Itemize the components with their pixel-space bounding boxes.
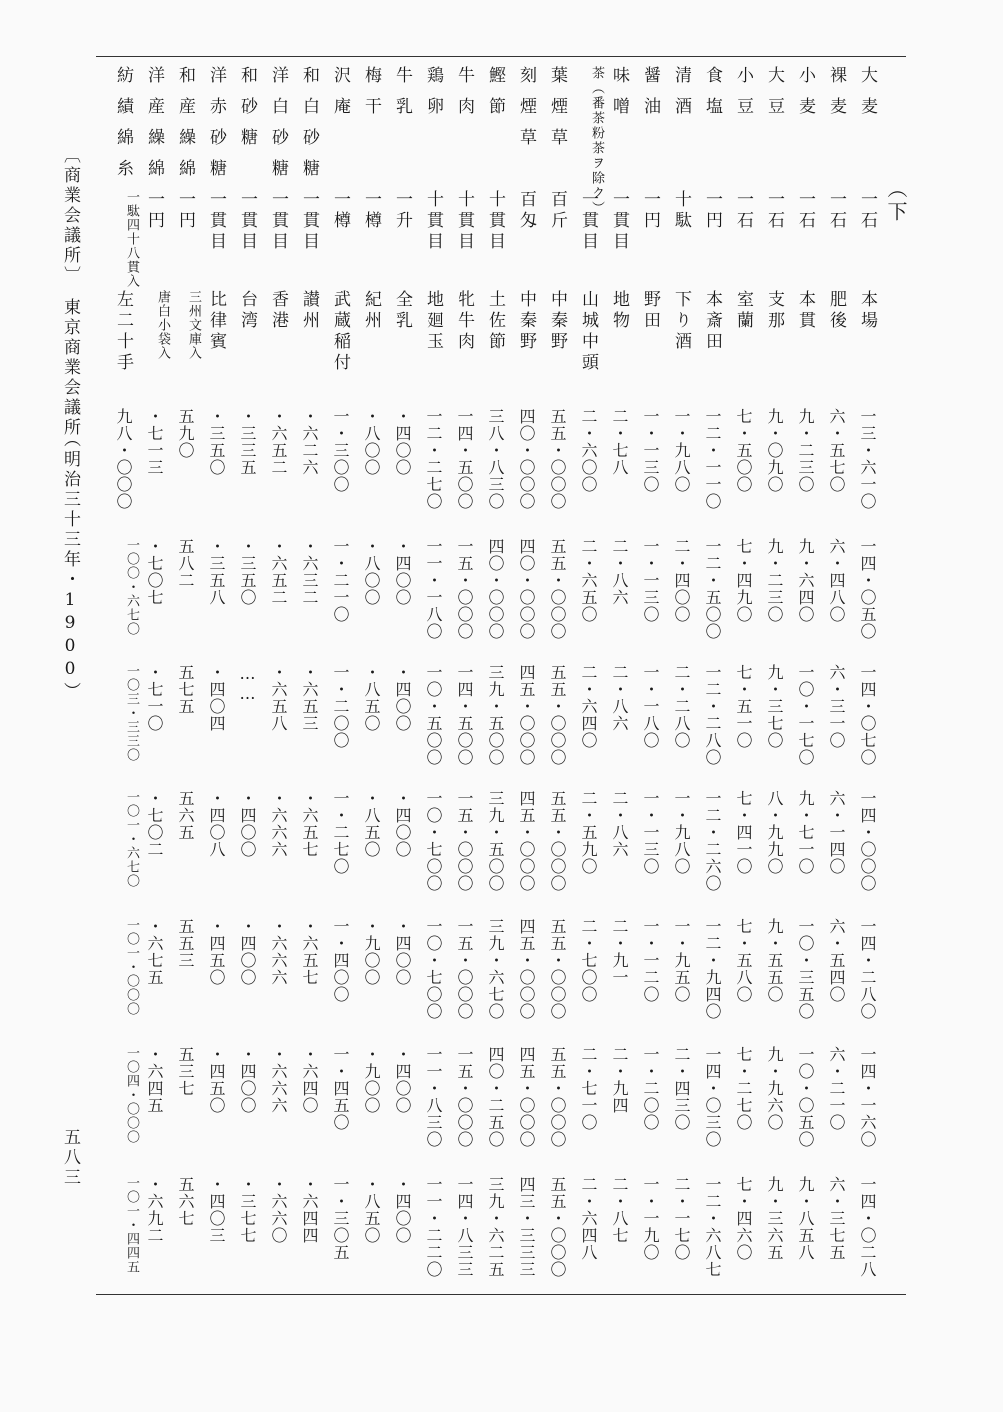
price-value: 一四・二八〇 <box>858 918 877 1020</box>
price-value: 二・四三〇 <box>672 1046 691 1131</box>
price-value: 一・九五〇 <box>672 918 691 1003</box>
commodity-column <box>631 0 667 1412</box>
origin: 野田 <box>640 290 660 332</box>
commodity-column <box>197 0 233 1412</box>
commodity-name: 和白砂糖 <box>299 66 319 190</box>
price-value: 一・三〇五 <box>331 1176 350 1261</box>
price-value: ・四〇〇 <box>393 1046 412 1114</box>
origin: 肥後 <box>826 290 846 332</box>
commodity-column <box>228 0 264 1412</box>
price-value: ・四〇〇 <box>238 918 257 986</box>
price-value: 九・二三〇 <box>765 538 784 623</box>
price-value: 一五・〇〇〇 <box>455 918 474 1020</box>
unit: 百匁 <box>516 190 536 232</box>
commodity-name: 洋白砂糖 <box>268 66 288 190</box>
origin: 山城中頭 <box>578 290 598 374</box>
price-value: 三九・五〇〇 <box>486 790 505 892</box>
unit: 一樽 <box>330 190 350 232</box>
price-value: ・六五二 <box>269 538 288 606</box>
commodity-column <box>600 0 636 1412</box>
price-value: 六・五七〇 <box>827 408 846 493</box>
price-value: 一一・二二〇 <box>424 1176 443 1278</box>
origin: 中秦野 <box>516 290 536 353</box>
price-value: 一〇一・〇〇〇 <box>124 918 139 1016</box>
price-value: 九・七一〇 <box>796 790 815 875</box>
price-value: 五六五 <box>176 790 195 841</box>
price-value: 一〇・七〇〇 <box>424 790 443 892</box>
price-value: 五五三 <box>176 918 195 969</box>
price-value: 一〇・一七〇 <box>796 664 815 766</box>
price-value: ・七〇七 <box>145 538 164 606</box>
price-value: ・八〇〇 <box>362 408 381 476</box>
price-value: 五五・〇〇〇 <box>548 664 567 766</box>
price-value: 一〇〇・六七〇 <box>124 538 139 636</box>
price-value: 六・二一〇 <box>827 1046 846 1131</box>
price-value: ・七一三 <box>145 408 164 476</box>
price-value: 五五・〇〇〇 <box>548 408 567 510</box>
price-value: 一・九八〇 <box>672 408 691 493</box>
price-value: 二・七八 <box>610 408 629 476</box>
commodity-name: 醤油 <box>640 66 660 128</box>
price-value: 一〇・五〇〇 <box>424 664 443 766</box>
page-number: 五八三 <box>60 1128 80 1188</box>
commodity-name: 鶏卵 <box>423 66 443 128</box>
publication-date: （明治三十三年・1900） <box>60 430 80 702</box>
price-value: ・六五七 <box>300 918 319 986</box>
price-value: ・四〇八 <box>207 790 226 858</box>
price-value: 一四・五〇〇 <box>455 664 474 766</box>
price-value: 一・二〇〇 <box>331 664 350 749</box>
price-value: ・九〇〇 <box>362 1046 381 1114</box>
price-value: ・六二六 <box>300 408 319 476</box>
price-value: 五五・〇〇〇 <box>548 1176 567 1278</box>
price-value: ・六六六 <box>269 790 288 858</box>
price-value: 二・八六 <box>610 538 629 606</box>
origin: 左二十手 <box>113 290 133 374</box>
price-value: ・六四四 <box>300 1176 319 1244</box>
source-bracket: 〔商業会議所〕 <box>60 146 80 286</box>
price-value: 一・二〇〇 <box>641 1046 660 1131</box>
price-value: 一二・一一〇 <box>703 408 722 510</box>
price-value: ・六四〇 <box>300 1046 319 1114</box>
origin: 支那 <box>764 290 784 332</box>
price-value: ・六六六 <box>269 1046 288 1114</box>
unit: 一貫目 <box>609 190 629 253</box>
price-value: 一四・〇五〇 <box>858 538 877 640</box>
commodity-name: 小豆 <box>733 66 753 128</box>
origin: 地廻玉 <box>423 290 443 353</box>
price-value: ・四〇四 <box>207 664 226 732</box>
price-value: 四五・〇〇〇 <box>517 1046 536 1148</box>
commodity-name: 裸麦 <box>826 66 846 128</box>
price-value: ・六六〇 <box>269 1176 288 1244</box>
commodity-column <box>259 0 295 1412</box>
commodity-column <box>414 0 450 1412</box>
price-value: 七・二七〇 <box>734 1046 753 1131</box>
origin: 本場 <box>857 290 877 332</box>
commodity-name: 大豆 <box>764 66 784 128</box>
price-value: 六・三七五 <box>827 1176 846 1261</box>
commodity-name: 鰹節 <box>485 66 505 128</box>
price-value: ・三七七 <box>238 1176 257 1244</box>
price-value: 九・三六五 <box>765 1176 784 1261</box>
commodity-column <box>786 0 822 1412</box>
price-value: ・四〇〇 <box>393 918 412 986</box>
origin: 三州文庫入 <box>186 290 201 360</box>
price-value: 一〇三・三三〇 <box>124 664 139 762</box>
origin: 牝牛肉 <box>454 290 474 353</box>
commodity-column <box>321 0 357 1412</box>
price-value: 一〇一・六七〇 <box>124 790 139 888</box>
origin: 本貫 <box>795 290 815 332</box>
commodity-column <box>290 0 326 1412</box>
price-value: 五五・〇〇〇 <box>548 918 567 1020</box>
price-value: 一一・一八〇 <box>424 538 443 640</box>
price-value: 一・二七〇 <box>331 790 350 875</box>
unit: 一貫目 <box>578 190 598 253</box>
price-value: ・三五〇 <box>238 538 257 606</box>
price-value: ・六六六 <box>269 918 288 986</box>
price-value: 二・六〇〇 <box>579 408 598 493</box>
price-value: 一五・〇〇〇 <box>455 538 474 640</box>
price-value: 一二・二七〇 <box>424 408 443 510</box>
commodity-column <box>166 0 202 1412</box>
commodity-name: 食塩 <box>702 66 722 128</box>
commodity-name: 紡績綿糸 <box>113 66 133 190</box>
price-value: 四〇・〇〇〇 <box>517 408 536 510</box>
origin: 地物 <box>609 290 629 332</box>
origin: 唐白小袋入 <box>155 290 170 360</box>
price-value: …… <box>238 664 257 704</box>
price-value: ・四五〇 <box>207 1046 226 1114</box>
price-value: 六・三一〇 <box>827 664 846 749</box>
price-value: 四五・〇〇〇 <box>517 918 536 1020</box>
price-value: 七・五一〇 <box>734 664 753 749</box>
unit: 一円 <box>175 190 195 232</box>
price-value: 五九〇 <box>176 408 195 459</box>
commodity-column <box>755 0 791 1412</box>
commodity-column <box>538 0 574 1412</box>
unit: 一石 <box>733 190 753 232</box>
price-value: 一二・二六〇 <box>703 790 722 892</box>
price-value: 一四・一六〇 <box>858 1046 877 1148</box>
price-value: 一〇・三五〇 <box>796 918 815 1020</box>
price-value: ・六五二 <box>269 408 288 476</box>
price-value: ・四〇〇 <box>393 538 412 606</box>
price-value: 二・七〇〇 <box>579 918 598 1003</box>
unit: 一石 <box>764 190 784 232</box>
price-value: 二・六四八 <box>579 1176 598 1261</box>
commodity-name: 大麦 <box>857 66 877 128</box>
origin: 中秦野 <box>547 290 567 353</box>
price-value: 一四・〇三〇 <box>703 1046 722 1148</box>
unit: 一駄四十八貫入 <box>124 190 139 288</box>
commodity-column <box>445 0 481 1412</box>
price-value: 六・四八〇 <box>827 538 846 623</box>
origin: 全乳 <box>392 290 412 332</box>
price-value: ・六七五 <box>145 918 164 986</box>
unit: 一円 <box>702 190 722 232</box>
price-value: ・三五八 <box>207 538 226 606</box>
price-value: 一・一九〇 <box>641 1176 660 1261</box>
price-value: 九・八五八 <box>796 1176 815 1261</box>
commodity-name: 牛乳 <box>392 66 412 128</box>
price-value: 七・四一〇 <box>734 790 753 875</box>
price-value: 九・六四〇 <box>796 538 815 623</box>
price-value: 三九・六二五 <box>486 1176 505 1278</box>
unit: 一石 <box>857 190 877 232</box>
price-value: 二・七一〇 <box>579 1046 598 1131</box>
price-value: 二・八七 <box>610 1176 629 1244</box>
price-value: 二・九一 <box>610 918 629 986</box>
price-value: 二・九四 <box>610 1046 629 1114</box>
unit: 十貫目 <box>485 190 505 253</box>
origin: 紀州 <box>361 290 381 332</box>
price-value: 一〇一・四四五 <box>124 1176 139 1274</box>
price-value: 一・一三〇 <box>641 538 660 623</box>
price-value: 二・八六 <box>610 790 629 858</box>
commodity-name: 葉煙草 <box>547 66 567 159</box>
price-value: 四〇・〇〇〇 <box>486 538 505 640</box>
origin: 台湾 <box>237 290 257 332</box>
origin: 下り酒 <box>671 290 691 353</box>
price-value: 九・〇九〇 <box>765 408 784 493</box>
unit: 一円 <box>144 190 164 232</box>
price-value: 一四・〇二八 <box>858 1176 877 1278</box>
price-value: ・六五七 <box>300 790 319 858</box>
commodity-column <box>135 0 171 1412</box>
price-value: 七・四九〇 <box>734 538 753 623</box>
price-value: ・六四五 <box>145 1046 164 1114</box>
price-value: 五五・〇〇〇 <box>548 1046 567 1148</box>
unit: 一石 <box>795 190 815 232</box>
commodity-name: 沢庵 <box>330 66 350 128</box>
price-value: 四〇・〇〇〇 <box>517 538 536 640</box>
commodity-name: 洋産繰綿 <box>144 66 164 190</box>
price-value: 七・四六〇 <box>734 1176 753 1261</box>
unit: 一貫目 <box>206 190 226 253</box>
commodity-name: 和産繰綿 <box>175 66 195 190</box>
price-value: 一〇・〇五〇 <box>796 1046 815 1148</box>
price-value: 三九・五〇〇 <box>486 664 505 766</box>
price-value: ・四〇〇 <box>393 664 412 732</box>
price-value: 一・一二〇 <box>641 918 660 1003</box>
price-value: 五三七 <box>176 1046 195 1097</box>
price-value: 七・五〇〇 <box>734 408 753 493</box>
commodity-name: 茶（番茶粉茶ヲ除ク） <box>589 66 604 216</box>
unit: 百斤 <box>547 190 567 232</box>
price-value: 二・八六 <box>610 664 629 732</box>
price-value: 五五・〇〇〇 <box>548 538 567 640</box>
price-value: 四〇・二五〇 <box>486 1046 505 1148</box>
price-value: ・四〇〇 <box>393 790 412 858</box>
price-value: 一・一三〇 <box>641 790 660 875</box>
price-value: 二・六五〇 <box>579 538 598 623</box>
price-value: 一四・〇〇〇 <box>858 790 877 892</box>
price-value: 二・六四〇 <box>579 664 598 749</box>
price-value: ・四〇三 <box>207 1176 226 1244</box>
price-value: 一三・六一〇 <box>858 408 877 510</box>
commodity-column <box>352 0 388 1412</box>
unit: 一円 <box>640 190 660 232</box>
commodity-name: 刻煙草 <box>516 66 536 159</box>
price-value: ・八五〇 <box>362 664 381 732</box>
price-value: 一二・九四〇 <box>703 918 722 1020</box>
price-value: 四三・三三三 <box>517 1176 536 1278</box>
commodity-column <box>817 0 853 1412</box>
origin: 讃州 <box>299 290 319 332</box>
price-value: 一〇・七〇〇 <box>424 918 443 1020</box>
price-value: ・四〇〇 <box>238 790 257 858</box>
commodity-name: 牛肉 <box>454 66 474 128</box>
commodity-name: 梅干 <box>361 66 381 128</box>
price-value: 一二・五〇〇 <box>703 538 722 640</box>
price-value: ・六五三 <box>300 664 319 732</box>
commodity-column <box>724 0 760 1412</box>
commodity-column <box>662 0 698 1412</box>
price-value: 九・三七〇 <box>765 664 784 749</box>
unit: 一樽 <box>361 190 381 232</box>
price-value: 二・四〇〇 <box>672 538 691 623</box>
price-value: 七・五八〇 <box>734 918 753 1003</box>
price-value: 一・二一〇 <box>331 538 350 623</box>
price-value: 五五・〇〇〇 <box>548 790 567 892</box>
price-value: ・三三五 <box>238 408 257 476</box>
commodity-column <box>848 0 884 1412</box>
commodity-column <box>104 0 140 1412</box>
unit: 十貫目 <box>423 190 443 253</box>
price-value: 二・一七〇 <box>672 1176 691 1261</box>
price-value: 五八二 <box>176 538 195 589</box>
price-value: 一〇四・〇〇〇 <box>124 1046 139 1144</box>
price-value: ・四五〇 <box>207 918 226 986</box>
price-value: ・八五〇 <box>362 1176 381 1244</box>
header-mark: （下 <box>884 178 908 224</box>
price-value: ・六九二 <box>145 1176 164 1244</box>
commodity-column <box>383 0 419 1412</box>
unit: 一升 <box>392 190 412 232</box>
unit: 一石 <box>826 190 846 232</box>
unit: 一貫目 <box>237 190 257 253</box>
commodity-name: 小麦 <box>795 66 815 128</box>
price-value: 一一・八三〇 <box>424 1046 443 1148</box>
commodity-column <box>507 0 543 1412</box>
price-value: ・四〇〇 <box>238 1046 257 1114</box>
price-value: 六・一四〇 <box>827 790 846 875</box>
unit: 十貫目 <box>454 190 474 253</box>
commodity-name: 和砂糖 <box>237 66 257 159</box>
origin: 室蘭 <box>733 290 753 332</box>
price-value: 三九・六七〇 <box>486 918 505 1020</box>
origin: 武蔵稲付 <box>330 290 350 374</box>
origin: 本斎田 <box>702 290 722 353</box>
commodity-column <box>569 0 605 1412</box>
unit: 一貫目 <box>268 190 288 253</box>
price-value: 六・五四〇 <box>827 918 846 1003</box>
price-value: 一・一八〇 <box>641 664 660 749</box>
price-value: ・七〇二 <box>145 790 164 858</box>
commodity-column <box>476 0 512 1412</box>
price-value: 一・九八〇 <box>672 790 691 875</box>
price-value: 四五・〇〇〇 <box>517 664 536 766</box>
origin: 土佐節 <box>485 290 505 353</box>
price-value: 一・四〇〇 <box>331 918 350 1003</box>
price-value: 一・三〇〇 <box>331 408 350 493</box>
price-value: ・七一〇 <box>145 664 164 732</box>
price-value: 九・五五〇 <box>765 918 784 1003</box>
origin: 香港 <box>268 290 288 332</box>
price-value: 一五・〇〇〇 <box>455 790 474 892</box>
price-value: 八・九九〇 <box>765 790 784 875</box>
commodity-column <box>693 0 729 1412</box>
commodity-name: 清酒 <box>671 66 691 128</box>
price-value: ・九〇〇 <box>362 918 381 986</box>
price-value: 九・九六〇 <box>765 1046 784 1131</box>
price-value: 一・一三〇 <box>641 408 660 493</box>
price-value: ・四〇〇 <box>393 1176 412 1244</box>
price-value: ・六三二 <box>300 538 319 606</box>
price-value: 五六七 <box>176 1176 195 1227</box>
price-value: ・四〇〇 <box>393 408 412 476</box>
price-value: 一五・〇〇〇 <box>455 1046 474 1148</box>
price-value: 一二・二八〇 <box>703 664 722 766</box>
price-value: 二・五九〇 <box>579 790 598 875</box>
price-value: 五七五 <box>176 664 195 715</box>
commodity-name: 味噌 <box>609 66 629 128</box>
unit: 一貫目 <box>299 190 319 253</box>
price-value: 九八・〇〇〇 <box>114 408 133 510</box>
price-value: 三八・八三〇 <box>486 408 505 510</box>
price-value: ・三五〇 <box>207 408 226 476</box>
origin: 比律賓 <box>206 290 226 353</box>
price-value: 九・二三〇 <box>796 408 815 493</box>
price-value: 一・四五〇 <box>331 1046 350 1131</box>
price-value: 一四・五〇〇 <box>455 408 474 510</box>
price-value: 四五・〇〇〇 <box>517 790 536 892</box>
price-value: 一四・〇七〇 <box>858 664 877 766</box>
unit: 十駄 <box>671 190 691 232</box>
price-value: 二・二八〇 <box>672 664 691 749</box>
publisher: 東京商業会議所 <box>60 298 80 438</box>
commodity-name: 洋赤砂糖 <box>206 66 226 190</box>
price-value: ・八〇〇 <box>362 538 381 606</box>
price-value: ・八五〇 <box>362 790 381 858</box>
price-value: 一四・八三三 <box>455 1176 474 1278</box>
price-value: ・六五八 <box>269 664 288 732</box>
price-value: 一二・六八七 <box>703 1176 722 1278</box>
